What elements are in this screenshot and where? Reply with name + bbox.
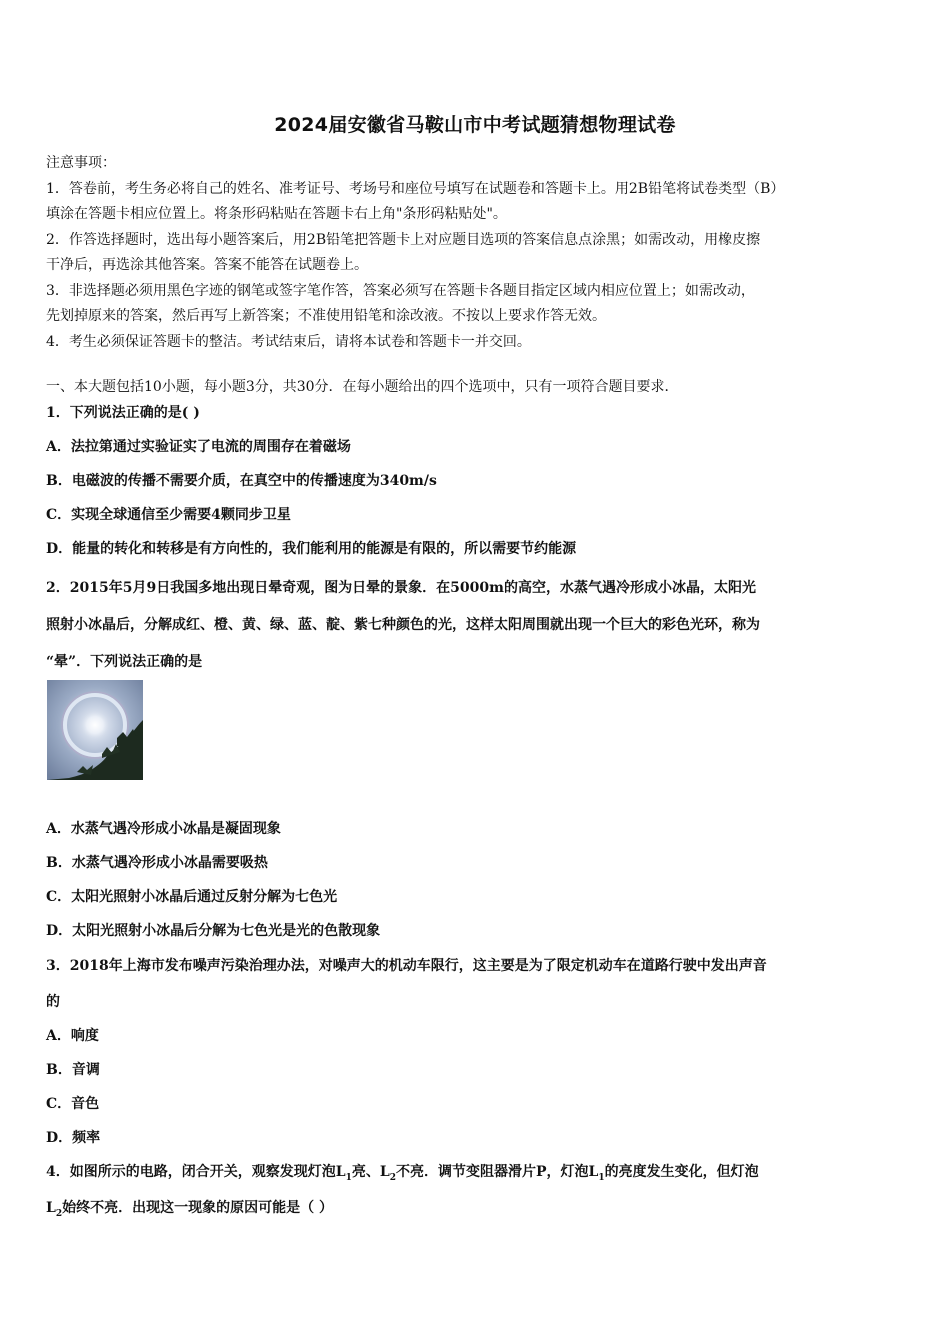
q4-text: 始终不亮．出现这一现象的原因可能是（ ） — [62, 1200, 333, 1216]
q4-text: 4．如图所示的电路，闭合开关，观察发现灯泡L — [46, 1164, 346, 1180]
question-2-stem-line: 照射小冰晶后，分解成红、橙、黄、绿、蓝、靛、紫七种颜色的光，这样太阳周围就出现一个巨大的彩色光环，称为 — [46, 617, 760, 633]
question-3-option-a: A．响度 — [46, 1028, 99, 1044]
q4-subscript: 1 — [598, 1172, 605, 1183]
question-3-stem-line: 的 — [46, 994, 60, 1010]
q4-text: 亮、L — [351, 1164, 390, 1180]
notes-line: 3．非选择题必须用黑色字迹的钢笔或签字笔作答，答案必须写在答题卡各题目指定区域内相应位置上；如需改动， — [46, 282, 755, 299]
q4-subscript: 2 — [55, 1208, 63, 1219]
question-2-option-b: B．水蒸气遇冷形成小冰晶需要吸热 — [46, 855, 268, 871]
question-1-stem: 1．下列说法正确的是( ) — [46, 405, 200, 421]
q4-subscript: 2 — [389, 1172, 396, 1183]
question-2-option-d: D．太阳光照射小冰晶后分解为七色光是光的色散现象 — [46, 923, 381, 939]
q4-text: 的亮度发生变化，但灯泡 — [604, 1164, 759, 1180]
q4-subscript: 1 — [345, 1172, 352, 1183]
question-2-stem-line: “晕”．下列说法正确的是 — [46, 654, 203, 670]
section-heading: 一、本大题包括10小题，每小题3分，共30分．在每小题给出的四个选项中，只有一项符合题目要求． — [46, 379, 679, 395]
question-3-option-b: B．音调 — [46, 1062, 100, 1078]
sun-halo-photo — [47, 680, 143, 780]
notes-line: 先划掉原来的答案，然后再写上新答案；不准使用铅笔和涂改液。不按以上要求作答无效。 — [46, 308, 606, 324]
question-3-option-d: D．频率 — [46, 1130, 101, 1146]
question-1-option-a: A．法拉第通过实验证实了电流的周围存在着磁场 — [46, 439, 351, 455]
q4-text: 不亮．调节变阻器滑片P，灯泡L — [395, 1164, 599, 1180]
question-2-stem — [46, 570, 906, 681]
notes-line: 填涂在答题卡相应位置上。将条形码粘贴在答题卡右上角"条形码粘贴处"。 — [46, 206, 507, 222]
question-2-option-c: C．太阳光照射小冰晶后通过反射分解为七色光 — [46, 889, 338, 905]
question-1-option-d: D．能量的转化和转移是有方向性的，我们能利用的能源是有限的，所以需要节约能源 — [46, 541, 577, 557]
question-2-stem-line: 2．2015年5月9日我国多地出现日晕奇观，图为日晕的景象．在5000m的高空，水蒸气遇冷形成小冰晶，太阳光 — [46, 580, 756, 596]
question-1-option-c: C．实现全球通信至少需要4颗同步卫星 — [46, 507, 291, 523]
notes-heading: 注意事项： — [46, 155, 116, 171]
question-4-stem-line — [46, 1197, 333, 1219]
notes-line: 1．答卷前，考生务必将自己的姓名、准考证号、考场号和座位号填写在试题卷和答题卡上。用2B铅笔将试卷类型（B） — [46, 180, 785, 197]
q4-text: L — [46, 1200, 56, 1216]
notes-line: 干净后，再选涂其他答案。答案不能答在试题卷上。 — [46, 257, 368, 273]
question-4-stem-line — [46, 1161, 759, 1183]
page-title: 2024届安徽省马鞍山市中考试题猜想物理试卷 — [274, 114, 676, 136]
notes-block — [46, 151, 906, 355]
question-3-option-c: C．音色 — [46, 1096, 100, 1112]
question-2-option-a: A．水蒸气遇冷形成小冰晶是凝固现象 — [46, 821, 281, 837]
notes-line: 2．作答选择题时，选出每小题答案后，用2B铅笔把答题卡上对应题目选项的答案信息点涂黑；如需改动，用橡皮擦 — [46, 231, 761, 248]
notes-line: 4．考生必须保证答题卡的整洁。考试结束后，请将本试卷和答题卡一并交回。 — [46, 333, 531, 350]
question-1-option-b: B．电磁波的传播不需要介质，在真空中的传播速度为340m/s — [46, 473, 437, 489]
question-3-stem-line: 3．2018年上海市发布噪声污染治理办法，对噪声大的机动车限行，这主要是为了限定机动车在道路行驶中发出声音 — [46, 958, 767, 974]
